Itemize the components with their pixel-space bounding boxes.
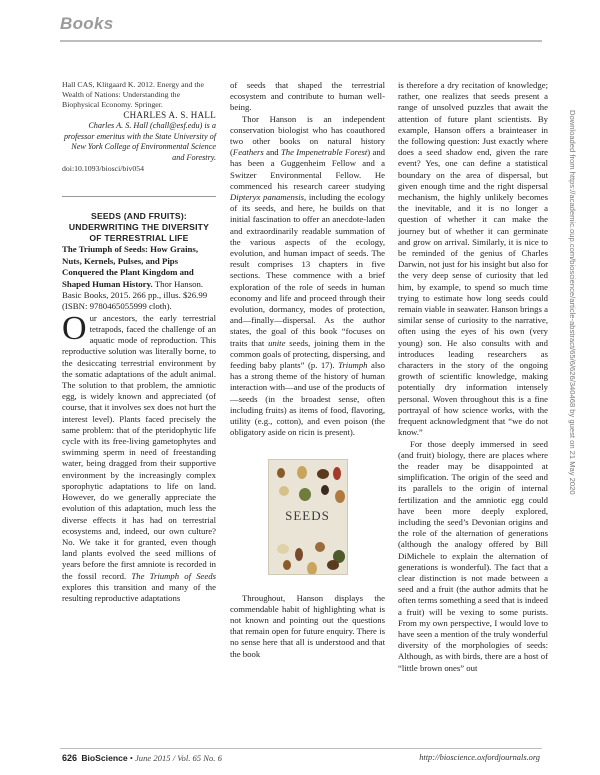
drop-cap: O bbox=[62, 309, 87, 347]
author-bio: Charles A. S. Hall (chall@esf.edu) is a professor emeritus with the State University of New York College of Environmental Science and Forestry. bbox=[63, 121, 216, 162]
divider-rule bbox=[62, 196, 216, 197]
column-1 bbox=[62, 80, 216, 604]
book-citation bbox=[62, 244, 216, 312]
author-name: CHARLES A. S. HALL bbox=[123, 110, 216, 120]
text-run: , including the ecology of its seeds, and here, he builds on that initial fascination to offer an anecdote-laden and extraordinarily readable summation of the various aspects of the ecology, evolution, and human impact of seeds. The result comprises 13 chapters in five sections. These commence with a brief exploration of the role of seeds in human economy and life and proceed through their evolution, dormancy, modes of protection, and—finally—dispersal. As the author states, the goal of this book “focuses on traits that bbox=[230, 192, 385, 348]
seed-illustration bbox=[279, 486, 289, 496]
italic-run: The Impenetrable Forest bbox=[280, 147, 368, 158]
section-heading: Books bbox=[60, 14, 114, 33]
italic-run: unite bbox=[268, 337, 286, 348]
paragraph-author bbox=[230, 114, 385, 439]
body-text-end: explores this transition and many of the resulting reproductive adaptations bbox=[62, 581, 216, 603]
review-body-intro bbox=[62, 309, 216, 604]
seed-illustration bbox=[335, 490, 345, 503]
doi: doi:10.1093/biosci/biv054 bbox=[62, 164, 145, 174]
seed-illustration bbox=[297, 466, 307, 479]
paragraph: Throughout, Hanson displays the commendable habit of highlighting what is not known and pointing out the questions that remain open for future enquiry. There is no sense here that all is understood and that the book bbox=[230, 592, 385, 659]
cover-title: SEEDS bbox=[285, 507, 330, 523]
italic-run: Dipteryx panamensis bbox=[230, 192, 305, 203]
footer-citation: 626 BioScience • June 2015 / Vol. 65 No. 6 bbox=[62, 753, 222, 763]
seed-illustration bbox=[317, 469, 329, 479]
seed-illustration bbox=[277, 468, 285, 478]
text-run: seeds, joining them in the common goals of protecting, dispersing, and feeding baby plants” (p. 17). bbox=[230, 337, 385, 371]
footer-rule bbox=[60, 748, 542, 749]
paragraph: is therefore a dry recitation of knowledge; rather, one realizes that seeds present a range of unsolved puzzles that await the attention of future plant scientists. By example, Hanson offers a brainteaser in the following question: Just exactly where does a seed shadow end, given the rare event? Yes, one can define a statistical boundary on the area of dispersal, but given enough time and the right dispersal mechanism, the highly unlikely becomes the inevitable, and it is no longer a question of whether it can make the journey but of whether it can germinate and grow on arrival. Similarly, it is nice to be reminded of the genius of Charles Darwin, not just for his insight but also for the very deep sense of curiosity that led him, by example, to spend so much time trying to estimate how long seeds could remain viable in seawater. Hanson brings a similar sense of curiosity to the narrative, often using the eyes of his own (very young) son. He also consults with and introduces leading researchers as characters in the story of the ongoing growth of scientific knowledge, making potentially dry information intensely personal. Woven throughout this is a fine portrayal of how science works, with the frequent acknowledgment that “we do not know.” bbox=[398, 80, 548, 438]
seed-illustration bbox=[307, 562, 317, 575]
italic-run: Feathers bbox=[232, 147, 264, 158]
book-title-inline: The Triumph of Seeds bbox=[131, 570, 216, 581]
seed-illustration bbox=[333, 467, 341, 480]
seed-illustration bbox=[283, 560, 291, 570]
text-run: Thor Hanson is an independent conservation biologist who has coauthored two other books on natural history ( bbox=[230, 113, 385, 158]
journal-url[interactable]: http://bioscience.oxfordjournals.org bbox=[419, 753, 540, 762]
book-title: The Triumph of Seeds: How Grains, Nuts, Kernels, Pulses, and Pips Conquered the Plant Kingdom and Shaped Human History. bbox=[62, 244, 199, 289]
seed-illustration bbox=[295, 548, 303, 561]
seed-illustration bbox=[321, 485, 329, 495]
reference-entry: Hall CAS, Klitgaard K. 2012. Energy and the Wealth of Nations: Understanding the Biophysical Economy. Springer. bbox=[62, 80, 204, 109]
seed-illustration bbox=[315, 542, 325, 552]
book-cover-image bbox=[268, 459, 348, 575]
page-number: 626 bbox=[62, 753, 78, 763]
text-run: ) and has been a Guggenheim Fellow and a Switzer Environmental Fellow. He commenced his research career studying bbox=[230, 147, 386, 191]
header-rule bbox=[60, 40, 542, 42]
text-run: also has a strong theme of the history of human interaction with—and use of the products of—seeds (in the broadest sense, often including fruits) as items of food, flavoring, utility (e.g., cotton), and even poison (the obligatory aside on ricin is present). bbox=[230, 360, 385, 438]
column-3 bbox=[398, 80, 548, 674]
review-title: SEEDS (AND FRUITS): UNDERWRITING THE DIVERSITY OF TERRESTRIAL LIFE bbox=[68, 211, 210, 244]
book-details: Thor Hanson. Basic Books, 2015. 266 pp., illus. $26.99 (ISBN: 9780465055999 cloth). bbox=[62, 278, 208, 312]
download-watermark: Downloaded from https://academic.oup.com/bioscience/article-abstract/65/6/626/340468 by guest on 21 May 2020 bbox=[568, 110, 577, 495]
italic-run: Triumph bbox=[338, 360, 368, 371]
seed-illustration bbox=[327, 560, 339, 570]
body-text: ur ancestors, the early terrestrial tetrapods, faced the challenge of an aquatic mode of reproduction. This reproductive solution was literally borne, to the desiccating terrestrial environment by the somatic adaptations of the adult animal. The solution to that problem, the amniotic egg, is widely known and appreciated (of course, that it involves sex does not hurt the interest level). Plants faced precisely the same problem: that of the pteridophytic life cycle with its free-living gametophytes and swimming sperm in need of freestanding water, being dragged from their supportive environment by the increasingly complex sporophytic adaptations to life on land. However, do we generally appreciate the evolution of this adaptation, much less the diverse effects it has had on terrestrial ecosystems and, indeed, our own culture? No. We take it for granted, even though land plants evolved the seed millions of years before the first amniote is recorded in the fossil record. bbox=[62, 312, 216, 581]
seed-illustration bbox=[299, 488, 311, 501]
journal-name: BioScience bbox=[81, 753, 128, 763]
text-run: and bbox=[263, 147, 281, 158]
column-2 bbox=[230, 80, 385, 660]
issue-info: June 2015 / Vol. 65 No. 6 bbox=[134, 753, 222, 763]
paragraph: of seeds that shaped the terrestrial ecosystem and contribute to human well-being. bbox=[230, 80, 385, 113]
paragraph: For those deeply immersed in seed (and fruit) biology, there are places where the reader may be disappointed at simplification. The origin of the seed and its parallels to the origin of internal fertilization and the amniotic egg could have been more deeply explored, including the seed’s Devonian origins and the role of the alternation of generations (although the analogy offered by Bill DiMichele to explain the alternation of generations is wonderful). The fact that a clear distinction is not made between a seed and a fruit (the author admits that he often terms something a seed that is indeed a fruit) will be vexing to some purists. From my own perspective, I would love to have seen a mention of the truly wonderful diversity of the morphologies of seeds: Although, as with birds, there are a host of “little brown ones” out bbox=[398, 438, 548, 673]
seed-illustration bbox=[277, 544, 289, 554]
